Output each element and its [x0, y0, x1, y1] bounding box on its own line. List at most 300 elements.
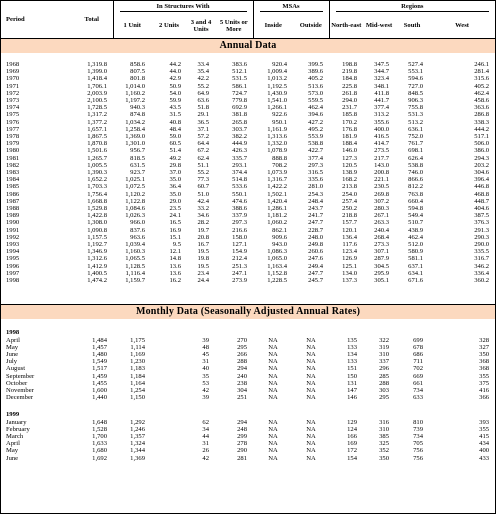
annual-cell-northeast: 168.2	[342, 176, 358, 184]
monthly-cell-northeast: 133	[347, 343, 358, 351]
annual-cell-units5plus: 779.8	[232, 97, 248, 105]
annual-cell-west: 290.0	[474, 241, 490, 249]
annual-cell-northeast: 126.9	[342, 255, 358, 263]
monthly-cell-midwest: 325	[379, 440, 390, 448]
monthly-cell-units2to4: 45	[202, 350, 209, 358]
annual-cell-northeast: 136.4	[342, 233, 358, 241]
monthly-cell-west: 416	[479, 386, 490, 394]
monthly-cell-units5plus: 270	[237, 336, 248, 344]
monthly-cell-northeast: 172	[347, 447, 358, 455]
annual-cell-period: 1978	[6, 133, 20, 141]
annual-cell-outside: 389.6	[308, 68, 324, 76]
annual-cell-west: 405.2	[474, 82, 490, 90]
monthly-cell-unit1: 1,114	[130, 343, 145, 351]
annual-cell-west: 291.3	[474, 226, 490, 234]
annual-cell-unit1: 1,128.5	[125, 262, 145, 270]
annual-cell-units3to4: 42.2	[197, 75, 209, 83]
monthly-cell-northeast: 147	[347, 386, 358, 394]
annual-cell-northeast: 185.8	[342, 111, 358, 119]
annual-cell-period: 1988	[6, 205, 20, 213]
monthly-cell-west: 366	[479, 394, 490, 402]
annual-cell-period: 1968	[6, 61, 20, 68]
annual-cell-midwest: 347.5	[374, 61, 390, 68]
monthly-cell-northeast: 166	[347, 432, 358, 440]
annual-cell-total: 1,390.3	[87, 169, 107, 177]
monthly-row	[1, 419, 495, 426]
annual-cell-total: 1,312.6	[87, 255, 107, 263]
annual-cell-outside: 513.6	[308, 82, 324, 90]
annual-cell-inside: 1,541.0	[267, 97, 288, 105]
annual-cell-units5plus: 216.6	[232, 226, 248, 234]
annual-row	[1, 198, 495, 205]
annual-cell-south: 634.1	[408, 269, 424, 277]
annual-cell-total: 1,703.3	[87, 183, 107, 191]
monthly-cell-total: 1,549	[92, 358, 107, 366]
annual-cell-total: 1,501.6	[87, 147, 107, 155]
monthly-cell-outside: NA	[306, 365, 316, 373]
annual-cell-northeast: 213.8	[342, 183, 358, 191]
annual-cell-inside: 909.6	[272, 233, 288, 241]
annual-cell-total: 1,317.2	[87, 111, 107, 119]
annual-cell-inside: 1,073.9	[267, 169, 288, 177]
monthly-cell-northeast: 150	[347, 372, 358, 380]
annual-row	[1, 126, 495, 133]
annual-cell-units2: 12.1	[169, 248, 181, 256]
annual-cell-inside: 1,332.0	[267, 140, 288, 148]
annual-cell-outside: 247.7	[308, 269, 324, 277]
annual-cell-units2: 51.4	[169, 147, 181, 155]
monthly-cell-south: 702	[413, 365, 424, 373]
annual-row	[1, 277, 495, 284]
monthly-cell-south: 705	[413, 440, 424, 448]
annual-cell-midwest: 377.4	[374, 104, 390, 112]
annual-cell-northeast: 250.2	[342, 205, 358, 213]
annual-cell-total: 1,418.4	[87, 75, 107, 83]
annual-cell-outside: 538.8	[308, 140, 324, 148]
monthly-cell-units5plus: 288	[237, 358, 248, 366]
monthly-cell-midwest: 385	[379, 432, 390, 440]
monthly-cell-month: February	[6, 425, 30, 433]
annual-cell-midwest: 307.2	[374, 197, 390, 205]
annual-cell-units3to4: 64.4	[197, 140, 209, 148]
annual-cell-inside: 922.6	[272, 111, 288, 119]
annual-cell-units2: 60.5	[169, 140, 181, 148]
monthly-cell-units2to4: 42	[202, 386, 209, 394]
inside-header: Inside	[253, 14, 293, 39]
annual-cell-west: 286.8	[474, 111, 490, 119]
annual-cell-units5plus: 724.7	[232, 89, 248, 97]
annual-cell-west: 363.6	[474, 104, 490, 112]
annual-cell-units3to4: 62.4	[197, 154, 209, 162]
annual-cell-inside: 1,065.0	[267, 255, 288, 263]
annual-row	[1, 147, 495, 154]
annual-cell-units3to4: 77.3	[197, 176, 209, 184]
annual-cell-south: 553.1	[408, 68, 424, 76]
annual-cell-units2: 49.2	[169, 154, 181, 162]
annual-data-title: Annual Data	[1, 39, 495, 54]
annual-cell-inside: 1,161.9	[267, 125, 288, 133]
units5plus-header: 5 Units or More	[215, 14, 253, 39]
annual-cell-northeast: 294.0	[342, 97, 358, 105]
annual-cell-units5plus: 388.6	[232, 205, 248, 213]
annual-row	[1, 97, 495, 104]
annual-cell-unit1: 858.6	[130, 61, 145, 68]
annual-cell-outside: 249.8	[308, 241, 324, 249]
monthly-cell-northeast: 169	[347, 440, 358, 448]
monthly-cell-outside: NA	[306, 372, 316, 380]
monthly-cell-south: 711	[413, 358, 424, 366]
annual-cell-west: 404.6	[474, 205, 490, 213]
annual-cell-west: 346.2	[474, 262, 490, 270]
monthly-cell-units2to4: 53	[202, 379, 209, 387]
annual-cell-inside: 1,181.2	[267, 212, 288, 220]
annual-cell-period: 1996	[6, 262, 20, 270]
monthly-cell-midwest: 352	[379, 447, 390, 455]
annual-cell-units5plus: 586.1	[232, 82, 248, 90]
annual-cell-period: 1983	[6, 169, 20, 177]
monthly-cell-west: 400	[479, 447, 490, 455]
annual-cell-period: 1994	[6, 248, 20, 256]
annual-cell-unit1: 818.5	[130, 154, 145, 162]
monthly-cell-total: 1,480	[92, 350, 107, 358]
monthly-cell-month: September	[6, 372, 35, 380]
monthly-cell-total: 1,440	[92, 394, 107, 402]
monthly-cell-units5plus: 266	[237, 350, 248, 358]
annual-cell-total: 1,706.1	[87, 82, 107, 90]
annual-cell-west: 468.8	[474, 190, 490, 198]
annual-cell-units5plus: 474.6	[232, 197, 248, 205]
monthly-cell-west: 375	[479, 379, 490, 387]
annual-cell-units3to4: 19.7	[197, 226, 209, 234]
monthly-cell-inside: NA	[268, 394, 278, 402]
annual-cell-west: 444.2	[474, 125, 490, 133]
annual-cell-midwest: 217.7	[374, 154, 390, 162]
annual-cell-units3to4: 67.2	[197, 147, 209, 155]
annual-row	[1, 155, 495, 162]
annual-row	[1, 83, 495, 90]
annual-cell-units2: 14.8	[169, 255, 181, 263]
annual-cell-units3to4: 33.2	[197, 205, 209, 213]
annual-cell-midwest: 263.3	[374, 219, 390, 227]
annual-cell-units5plus: 293.1	[232, 161, 248, 169]
monthly-cell-south: 686	[413, 350, 424, 358]
monthly-cell-outside: NA	[306, 336, 316, 344]
monthly-row	[1, 440, 495, 447]
annual-cell-northeast: 123.4	[342, 248, 358, 256]
monthly-row	[1, 373, 495, 380]
annual-cell-units2: 48.4	[169, 125, 181, 133]
annual-cell-unit1: 1,301.0	[125, 140, 145, 148]
annual-cell-northeast: 117.6	[342, 241, 358, 249]
annual-cell-west: 203.2	[474, 161, 490, 169]
monthly-cell-total: 1,680	[92, 447, 107, 455]
annual-cell-northeast: 188.4	[342, 140, 358, 148]
annual-cell-outside: 422.7	[308, 147, 324, 155]
annual-cell-west: 387.5	[474, 212, 490, 220]
monthly-cell-inside: NA	[268, 418, 278, 426]
west-header: West	[429, 14, 495, 39]
annual-cell-inside: 1,060.2	[267, 219, 288, 227]
in-structures-header: In Structures With	[120, 3, 247, 12]
monthly-cell-units2to4: 42	[202, 454, 209, 462]
annual-cell-units3to4: 19.5	[197, 248, 209, 256]
monthly-cell-west: 327	[479, 343, 490, 351]
annual-cell-units5plus: 382.2	[232, 133, 248, 141]
annual-cell-period: 1971	[6, 82, 20, 90]
monthly-cell-west: 393	[479, 418, 490, 426]
annual-cell-south: 637.1	[408, 262, 424, 270]
monthly-cell-northeast: 135	[347, 336, 358, 344]
annual-cell-inside: 1,430.9	[267, 89, 288, 97]
annual-cell-units5plus: 383.6	[232, 61, 248, 68]
monthly-cell-total: 1,633	[92, 440, 107, 448]
annual-cell-period: 1982	[6, 161, 20, 169]
annual-cell-northeast: 261.8	[342, 89, 358, 97]
annual-cell-midwest: 355.6	[374, 118, 390, 126]
monthly-cell-total: 1,648	[92, 418, 107, 426]
annual-cell-units3to4: 51.1	[197, 161, 209, 169]
annual-cell-unit1: 1,025.1	[125, 176, 145, 184]
annual-cell-total: 1,157.5	[87, 233, 107, 241]
annual-cell-west: 386.0	[474, 147, 490, 155]
monthly-cell-inside: NA	[268, 343, 278, 351]
monthly-cell-inside: NA	[268, 425, 278, 433]
annual-cell-units3to4: 19.5	[197, 262, 209, 270]
annual-cell-units3to4: 20.8	[197, 233, 209, 241]
annual-cell-outside: 399.5	[308, 61, 324, 68]
annual-row	[1, 133, 495, 140]
annual-cell-unit1: 874.8	[130, 111, 145, 119]
monthly-cell-inside: NA	[268, 386, 278, 394]
annual-cell-units2: 16.9	[169, 226, 181, 234]
south-header: South	[395, 14, 429, 39]
annual-cell-unit1: 1,116.4	[125, 269, 145, 277]
annual-cell-outside: 249.4	[308, 262, 324, 270]
annual-cell-period: 1972	[6, 89, 20, 97]
annual-cell-total: 1,377.2	[87, 118, 107, 126]
monthly-cell-midwest: 303	[379, 386, 390, 394]
annual-cell-period: 1992	[6, 233, 20, 241]
monthly-row	[1, 351, 495, 358]
monthly-cell-units5plus: 295	[237, 343, 248, 351]
annual-cell-outside: 394.6	[308, 111, 324, 119]
monthly-cell-units5plus: 290	[237, 447, 248, 455]
annual-cell-unit1: 1,039.4	[125, 241, 145, 249]
annual-cell-total: 1,400.5	[87, 269, 107, 277]
monthly-cell-month: January	[6, 418, 27, 426]
annual-cell-period: 1989	[6, 212, 20, 220]
monthly-cell-outside: NA	[306, 432, 316, 440]
annual-cell-period: 1991	[6, 226, 20, 234]
annual-cell-total: 2,100.5	[87, 97, 107, 105]
monthly-cell-unit1: 1,246	[130, 425, 145, 433]
monthly-cell-inside: NA	[268, 440, 278, 448]
monthly-row	[1, 433, 495, 440]
annual-cell-units2: 9.5	[172, 241, 181, 249]
annual-cell-west: 506.0	[474, 140, 490, 148]
annual-cell-units2: 29.0	[169, 197, 181, 205]
annual-cell-total: 1,346.9	[87, 248, 107, 256]
annual-cell-midwest: 230.5	[374, 183, 390, 191]
monthly-cell-units5plus: 248	[237, 425, 248, 433]
annual-cell-west: 281.4	[474, 68, 490, 76]
annual-cell-units2: 15.1	[169, 233, 181, 241]
monthly-cell-outside: NA	[306, 343, 316, 351]
monthly-cell-unit1: 1,369	[130, 454, 145, 462]
annual-cell-total: 1,728.5	[87, 104, 107, 112]
annual-cell-south: 626.4	[408, 154, 424, 162]
annual-row	[1, 169, 495, 176]
monthly-cell-west: 434	[479, 440, 490, 448]
annual-cell-south: 698.1	[408, 147, 424, 155]
annual-cell-total: 1,005.5	[87, 161, 107, 169]
annual-cell-unit1: 631.5	[130, 161, 145, 169]
annual-cell-unit1: 1,159.7	[125, 277, 145, 285]
monthly-cell-total: 1,692	[92, 454, 107, 462]
annual-cell-period: 1986	[6, 190, 20, 198]
annual-row	[1, 90, 495, 97]
monthly-cell-unit1: 1,292	[130, 418, 145, 426]
annual-cell-inside: 1,316.7	[267, 176, 288, 184]
annual-cell-unit1: 1,160.3	[125, 248, 145, 256]
annual-cell-unit1: 1,014.0	[125, 82, 145, 90]
annual-cell-units3to4: 29.1	[197, 111, 209, 119]
annual-cell-units5plus: 374.4	[232, 169, 248, 177]
annual-cell-outside: 573.0	[308, 89, 324, 97]
monthly-cell-total: 1,457	[92, 343, 107, 351]
monthly-cell-midwest: 285	[379, 372, 390, 380]
monthly-cell-month: April	[6, 440, 20, 448]
monthly-row	[1, 337, 495, 344]
monthly-cell-units2to4: 39	[202, 336, 209, 344]
monthly-cell-northeast: 154	[347, 454, 358, 462]
monthly-cell-west: 368	[479, 365, 490, 373]
annual-cell-unit1: 1,034.2	[125, 118, 145, 126]
annual-cell-unit1: 1,197.2	[125, 97, 145, 105]
annual-cell-period: 1976	[6, 118, 20, 126]
annual-cell-west: 338.3	[474, 118, 490, 126]
annual-cell-west: 448.7	[474, 197, 490, 205]
annual-cell-south: 727.0	[408, 82, 424, 90]
annual-cell-units2: 31.5	[169, 111, 181, 119]
outside-header: Outside	[293, 14, 329, 39]
annual-cell-units2: 29.8	[169, 161, 181, 169]
annual-cell-inside: 1,013.2	[267, 75, 288, 83]
annual-cell-outside: 228.7	[308, 226, 324, 234]
annual-cell-unit1: 1,026.3	[125, 212, 145, 220]
annual-cell-units5plus: 297.3	[232, 219, 248, 227]
annual-cell-units3to4: 51.8	[197, 104, 209, 112]
annual-cell-total: 1,756.4	[87, 190, 107, 198]
monthly-cell-outside: NA	[306, 394, 316, 402]
monthly-cell-inside: NA	[268, 432, 278, 440]
annual-row	[1, 205, 495, 212]
annual-cell-outside: 462.4	[308, 104, 324, 112]
annual-cell-midwest: 344.7	[374, 68, 390, 76]
annual-cell-midwest: 269.8	[374, 190, 390, 198]
monthly-year-heading: 1998	[6, 329, 20, 337]
monthly-cell-northeast: 131	[347, 379, 358, 387]
monthly-cell-total: 1,528	[92, 425, 107, 433]
monthly-cell-total: 1,459	[92, 372, 107, 380]
annual-cell-period: 1984	[6, 176, 20, 184]
monthly-cell-west: 328	[479, 336, 490, 344]
annual-cell-midwest: 400.0	[374, 125, 390, 133]
monthly-cell-units5plus: 294	[237, 365, 248, 373]
annual-cell-units2: 54.0	[169, 89, 181, 97]
annual-cell-units3to4: 51.0	[197, 190, 209, 198]
monthly-cell-midwest: 322	[379, 336, 390, 344]
annual-cell-northeast: 138.9	[342, 169, 358, 177]
annual-cell-total: 1,090.8	[87, 226, 107, 234]
annual-cell-unit1: 1,065.5	[125, 255, 145, 263]
annual-cell-unit1: 807.5	[130, 68, 145, 76]
annual-cell-northeast: 137.3	[342, 277, 358, 285]
annual-cell-inside: 1,422.2	[267, 183, 288, 191]
monthly-cell-unit1: 1,344	[130, 447, 145, 455]
annual-cell-midwest: 441.7	[374, 97, 390, 105]
monthly-cell-inside: NA	[268, 350, 278, 358]
annual-cell-northeast: 176.8	[342, 125, 358, 133]
annual-cell-units2: 23.5	[169, 205, 181, 213]
annual-cell-units3to4: 57.2	[197, 133, 209, 141]
annual-cell-outside: 243.7	[308, 205, 324, 213]
annual-cell-total: 1,319.8	[87, 61, 107, 68]
monthly-cell-units2to4: 35	[202, 372, 209, 380]
monthly-cell-west: 355	[479, 372, 490, 380]
monthly-cell-unit1: 1,357	[130, 432, 145, 440]
annual-cell-units5plus: 337.9	[232, 212, 248, 220]
annual-cell-northeast: 254.0	[342, 190, 358, 198]
annual-cell-midwest: 416.5	[374, 133, 390, 141]
annual-cell-units3to4: 55.2	[197, 169, 209, 177]
annual-cell-units5plus: 692.9	[232, 104, 248, 112]
monthly-cell-month: March	[6, 432, 24, 440]
annual-cell-midwest: 323.4	[374, 75, 390, 83]
annual-cell-period: 1980	[6, 147, 20, 155]
annual-cell-midwest: 305.1	[374, 277, 390, 285]
annual-cell-units5plus: 303.7	[232, 125, 248, 133]
annual-cell-inside: 1,163.4	[267, 262, 288, 270]
annual-cell-units3to4: 42.4	[197, 197, 209, 205]
monthly-row	[1, 344, 495, 351]
monthly-row	[1, 387, 495, 394]
annual-row	[1, 191, 495, 198]
monthly-cell-units2to4: 31	[202, 440, 209, 448]
monthly-cell-outside: NA	[306, 358, 316, 366]
annual-cell-units2: 42.9	[169, 75, 181, 83]
annual-cell-total: 1,192.7	[87, 241, 107, 249]
annual-cell-units5plus: 514.8	[232, 176, 248, 184]
monthly-cell-south: 756	[413, 454, 424, 462]
monthly-cell-unit1: 1,230	[130, 358, 145, 366]
annual-cell-unit1: 923.7	[130, 169, 145, 177]
annual-cell-west: 335.5	[474, 248, 490, 256]
monthly-cell-midwest: 337	[379, 358, 390, 366]
annual-cell-inside: 862.1	[272, 226, 288, 234]
annual-row	[1, 219, 495, 226]
annual-cell-west: 290.3	[474, 233, 490, 241]
annual-cell-period: 1997	[6, 269, 20, 277]
annual-cell-inside: 1,152.8	[267, 269, 288, 277]
annual-cell-south: 438.9	[408, 226, 424, 234]
annual-cell-midwest: 348.1	[374, 82, 390, 90]
annual-cell-northeast: 170.2	[342, 118, 358, 126]
annual-cell-south: 527.4	[408, 61, 424, 68]
annual-cell-midwest: 267.1	[374, 212, 390, 220]
annual-cell-south: 746.0	[408, 169, 424, 177]
annual-cell-period: 1977	[6, 125, 20, 133]
